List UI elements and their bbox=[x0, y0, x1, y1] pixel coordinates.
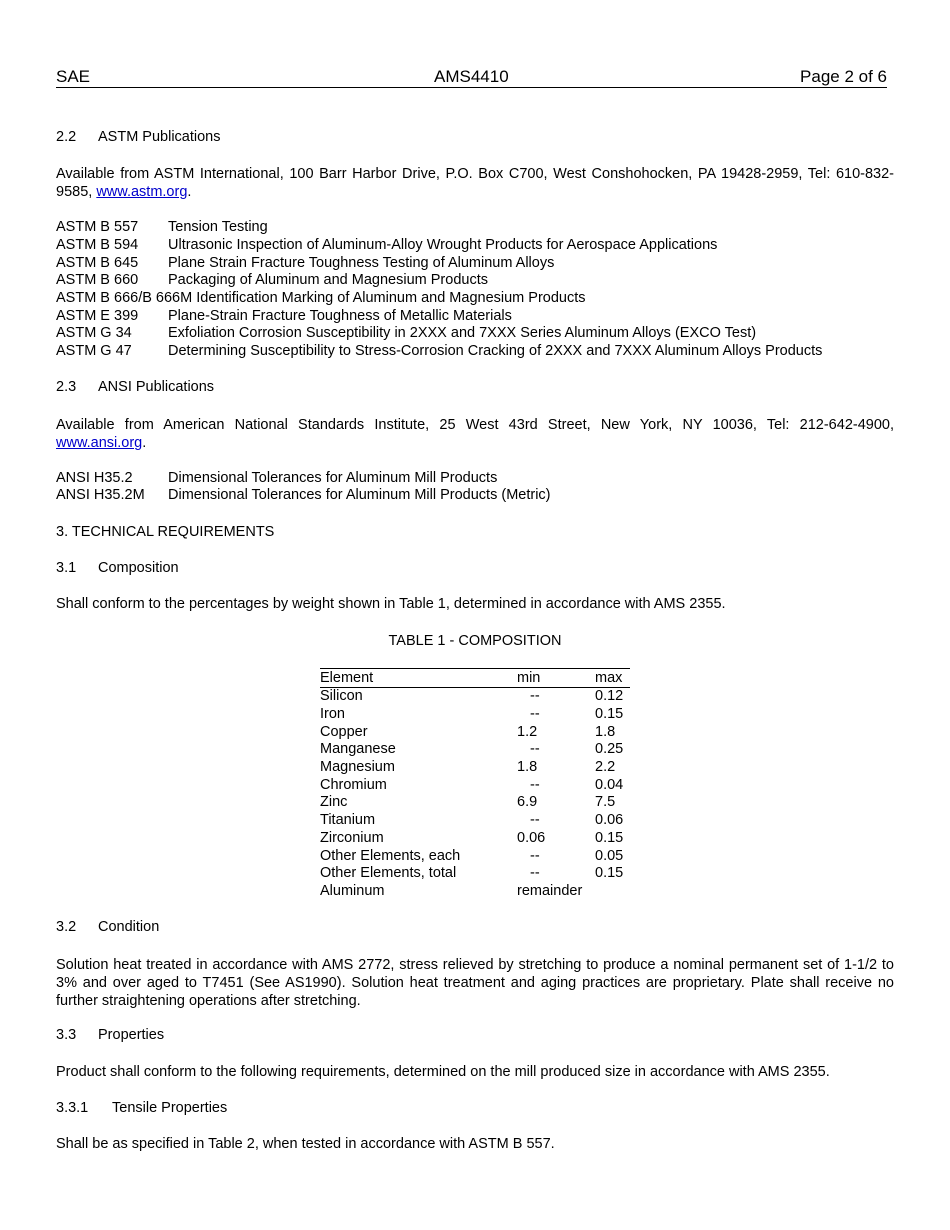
table-row bbox=[320, 759, 630, 777]
cell-element: Magnesium bbox=[320, 759, 395, 775]
table-row bbox=[320, 883, 630, 901]
table-row bbox=[320, 794, 630, 812]
ref-code: ASTM E 399 bbox=[56, 308, 139, 324]
ref-code: ANSI H35.2M bbox=[56, 487, 145, 503]
header-org: SAE bbox=[56, 67, 91, 86]
astm-availability-text: Available from ASTM International, 100 Barr Harbor Drive, P.O. Box C700, West Conshohocken, PA 19428-2959, Tel: 610-832-9585, bbox=[56, 166, 894, 200]
ref-title: Tension Testing bbox=[168, 219, 268, 235]
cell-max: 0.05 bbox=[595, 848, 624, 864]
ref-title: Plane Strain Fracture Toughness Testing of Aluminum Alloys bbox=[168, 255, 555, 271]
cell-element: Zirconium bbox=[320, 830, 384, 846]
table-row bbox=[320, 688, 630, 706]
ref-title: Determining Susceptibility to Stress-Corrosion Cracking of 2XXX and 7XXX Aluminum Alloys Products bbox=[168, 343, 823, 359]
cell-max: 0.15 bbox=[595, 830, 624, 846]
cell-min: -- bbox=[530, 688, 540, 704]
cell-min: -- bbox=[530, 706, 540, 722]
cell-max: 1.8 bbox=[595, 724, 616, 740]
ref-code: ASTM G 34 bbox=[56, 325, 132, 341]
section-3-3-1-number: 3.3.1 bbox=[56, 1100, 89, 1116]
table-row bbox=[320, 865, 630, 883]
cell-element: Manganese bbox=[320, 741, 396, 757]
ref-code: ASTM B 557 bbox=[56, 219, 139, 235]
cell-min: 1.8 bbox=[517, 759, 538, 775]
ref-code: ASTM B 594 bbox=[56, 237, 139, 253]
astm-link[interactable]: www.astm.org bbox=[96, 184, 188, 200]
table-top-rule bbox=[320, 668, 630, 669]
section-3-3-number: 3.3 bbox=[56, 1027, 77, 1043]
section-2-2-number: 2.2 bbox=[56, 129, 77, 145]
section-3-2-title: Condition bbox=[98, 919, 160, 935]
ref-code: ASTM G 47 bbox=[56, 343, 132, 359]
section-3-2-number: 3.2 bbox=[56, 919, 77, 935]
section-2-2-title: ASTM Publications bbox=[98, 129, 221, 145]
cell-element: Zinc bbox=[320, 794, 348, 810]
cell-element: Iron bbox=[320, 706, 345, 722]
ansi-availability: Available from American National Standards Institute, 25 West 43rd Street, New York, NY 10036, Tel: 212-642-4900, www.ansi.org. bbox=[56, 417, 894, 451]
cell-min: -- bbox=[530, 777, 540, 793]
page-header bbox=[56, 67, 887, 88]
ansi-availability-text: Available from American National Standards Institute, 25 West 43rd Street, New York, NY 10036, Tel: 212-642-4900, bbox=[56, 417, 894, 433]
table-row bbox=[320, 777, 630, 795]
ref-code: ASTM B 645 bbox=[56, 255, 139, 271]
cell-max: 2.2 bbox=[595, 759, 616, 775]
cell-min: 1.2 bbox=[517, 724, 538, 740]
table-row bbox=[320, 812, 630, 830]
ref-title: Plane-Strain Fracture Toughness of Metallic Materials bbox=[168, 308, 512, 324]
table-row bbox=[320, 830, 630, 848]
cell-max: 0.15 bbox=[595, 865, 624, 881]
header-page-number: Page 2 of 6 bbox=[800, 67, 887, 86]
astm-availability: Available from ASTM International, 100 Barr Harbor Drive, P.O. Box C700, West Conshohocken, PA 19428-2959, Tel: 610-832-9585, www.astm.org. bbox=[56, 166, 894, 200]
cell-min: -- bbox=[530, 865, 540, 881]
table-row bbox=[320, 706, 630, 724]
column-header-max: max bbox=[595, 670, 623, 686]
cell-min: 6.9 bbox=[517, 794, 538, 810]
cell-element: Chromium bbox=[320, 777, 387, 793]
cell-element: Other Elements, each bbox=[320, 848, 461, 864]
section-3-heading: 3. TECHNICAL REQUIREMENTS bbox=[56, 524, 275, 540]
cell-min: -- bbox=[530, 741, 540, 757]
cell-max: 0.15 bbox=[595, 706, 624, 722]
cell-max: 0.04 bbox=[595, 777, 624, 793]
cell-element: Titanium bbox=[320, 812, 376, 828]
section-3-3-1-text: Shall be as specified in Table 2, when tested in accordance with ASTM B 557. bbox=[56, 1136, 555, 1152]
column-header-min: min bbox=[517, 670, 541, 686]
section-2-3-title: ANSI Publications bbox=[98, 379, 215, 395]
cell-max: 7.5 bbox=[595, 794, 616, 810]
section-3-3-1-title: Tensile Properties bbox=[112, 1100, 228, 1116]
section-3-3-text: Product shall conform to the following requirements, determined on the mill produced size in accordance with AMS 2355. bbox=[56, 1064, 830, 1080]
section-3-1-number: 3.1 bbox=[56, 560, 77, 576]
cell-max: 0.12 bbox=[595, 688, 624, 704]
ref-title: Ultrasonic Inspection of Aluminum-Alloy Wrought Products for Aerospace Applications bbox=[168, 237, 718, 253]
section-3-1-title: Composition bbox=[98, 560, 179, 576]
ref-code: ASTM B 660 bbox=[56, 272, 139, 288]
table-header-row bbox=[320, 670, 630, 688]
cell-element: Other Elements, total bbox=[320, 865, 457, 881]
column-header-element: Element bbox=[320, 670, 374, 686]
section-3-2-text: Solution heat treated in accordance with AMS 2772, stress relieved by stretching to produce a nominal permanent set of 1-1/2 to 3% and over aged to T7451 (See AS1990). Solution heat treatment and aging practices are proprietary. Plate shall receive no further straightening operations after stretching. bbox=[56, 957, 894, 1009]
cell-element: Aluminum bbox=[320, 883, 385, 899]
cell-max: 0.06 bbox=[595, 812, 624, 828]
cell-element: Silicon bbox=[320, 688, 363, 704]
cell-max: 0.25 bbox=[595, 741, 624, 757]
cell-min: 0.06 bbox=[517, 830, 546, 846]
ref-title: Packaging of Aluminum and Magnesium Products bbox=[168, 272, 488, 288]
ref-code: ANSI H35.2 bbox=[56, 470, 133, 486]
table-1-caption: TABLE 1 - COMPOSITION bbox=[388, 633, 562, 649]
section-2-3-number: 2.3 bbox=[56, 379, 77, 395]
cell-min: remainder bbox=[517, 883, 583, 899]
cell-element: Copper bbox=[320, 724, 368, 740]
ref-title: Dimensional Tolerances for Aluminum Mill Products bbox=[168, 470, 498, 486]
table-row bbox=[320, 741, 630, 759]
cell-min: -- bbox=[530, 812, 540, 828]
cell-min: -- bbox=[530, 848, 540, 864]
table-row bbox=[320, 848, 630, 866]
ansi-link[interactable]: www.ansi.org bbox=[56, 435, 143, 451]
section-3-3-title: Properties bbox=[98, 1027, 165, 1043]
ref-title: Dimensional Tolerances for Aluminum Mill Products (Metric) bbox=[168, 487, 551, 503]
section-3-1-text: Shall conform to the percentages by weight shown in Table 1, determined in accordance with AMS 2355. bbox=[56, 596, 726, 612]
ref-full-line: ASTM B 666/B 666M Identification Marking of Aluminum and Magnesium Products bbox=[56, 290, 586, 306]
header-doc-number: AMS4410 bbox=[434, 67, 509, 86]
ref-title: Exfoliation Corrosion Susceptibility in 2XXX and 7XXX Series Aluminum Alloys (EXCO Test) bbox=[168, 325, 757, 341]
table-row bbox=[320, 724, 630, 742]
